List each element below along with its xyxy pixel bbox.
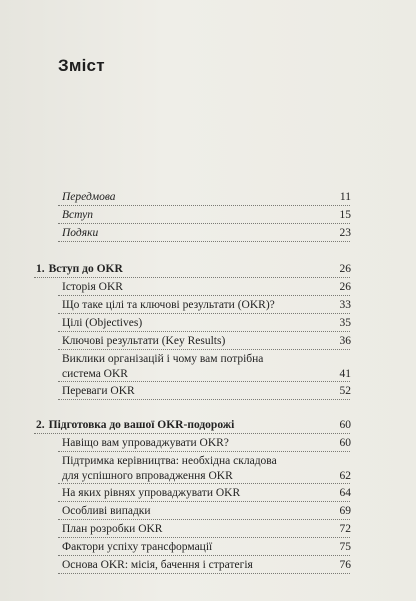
- dotted-rule: [58, 451, 350, 452]
- toc-entry-label: Цілі (Objectives): [62, 317, 143, 329]
- toc-entry-page: 41: [339, 368, 351, 380]
- toc-entry-page: 33: [339, 299, 351, 311]
- toc-section: [0, 436, 416, 454]
- dotted-rule: [58, 501, 350, 502]
- toc-entry-label: Ключові результати (Key Results): [62, 335, 226, 347]
- toc-entry-page: 36: [339, 335, 351, 347]
- dotted-rule: [58, 223, 350, 224]
- toc-entry-label: Основа OKR: місія, бачення і стратегія: [62, 559, 253, 571]
- toc-entry-page: 23: [339, 227, 351, 239]
- toc-chapter-2: [0, 418, 416, 436]
- toc-section: [0, 334, 416, 352]
- toc-entry-page: 11: [339, 191, 351, 203]
- dotted-rule: [58, 573, 350, 574]
- toc-section: [0, 522, 416, 540]
- toc-entry-label: План розробки OKR: [62, 523, 163, 535]
- toc-entry-label: На яких рівнях упроваджувати OKR: [62, 487, 241, 499]
- toc-section: [0, 454, 416, 486]
- chapter-number: 2.: [36, 419, 45, 431]
- toc-entry-page: 60: [339, 437, 351, 449]
- toc-section: [0, 316, 416, 334]
- dotted-rule: [58, 519, 350, 520]
- toc-section: [0, 504, 416, 522]
- toc-entry-page: 72: [339, 523, 351, 535]
- toc-entry-label-continued: для успішного впровадження OKR: [62, 470, 233, 482]
- toc-entry-label: Переваги OKR: [62, 385, 135, 397]
- toc-entry-label-continued: система OKR: [62, 368, 128, 380]
- toc-entry-page: 64: [339, 487, 351, 499]
- toc-section: [0, 558, 416, 576]
- dotted-rule: [58, 555, 350, 556]
- toc-entry-label: Виклики організацій і чому вам потрібна: [62, 353, 264, 365]
- toc-entry-page: 26: [339, 281, 351, 293]
- toc-entry-label: Особливі випадки: [62, 505, 151, 517]
- chapter-title: Підготовка до вашої OKR-подорожі: [48, 419, 235, 431]
- dotted-rule: [34, 277, 350, 278]
- dotted-rule: [58, 399, 350, 400]
- toc-entry-page: 60: [339, 419, 351, 431]
- chapter-heading: [36, 418, 234, 432]
- toc-section: [0, 384, 416, 402]
- toc-entry-page: 69: [339, 505, 351, 517]
- toc-entry-page: 52: [339, 385, 351, 397]
- chapter-number: 1.: [36, 263, 45, 275]
- toc-entry-label: Вступ: [62, 209, 94, 221]
- toc-entry-page: 76: [339, 559, 351, 571]
- toc-entry-label: Фактори успіху трансформації: [62, 541, 213, 553]
- page-title: Зміст: [58, 56, 105, 75]
- toc-entry-page: 26: [339, 263, 351, 275]
- toc-section: [0, 352, 416, 384]
- dotted-rule: [34, 433, 350, 434]
- toc-entry-page: 35: [339, 317, 351, 329]
- toc-entry-acknowledgements: [0, 226, 416, 244]
- dotted-rule: [58, 349, 350, 350]
- dotted-rule: [58, 313, 350, 314]
- toc-entry-label: Підтримка керівництва: необхідна складова: [62, 455, 277, 467]
- toc-entry-introduction: [0, 208, 416, 226]
- toc-entry-label: Історія OKR: [62, 281, 123, 293]
- dotted-rule: [58, 241, 350, 242]
- toc-chapter-1: [0, 262, 416, 280]
- toc-entry-page: 15: [339, 209, 351, 221]
- toc-entry-label: Передмова: [62, 191, 116, 203]
- dotted-rule: [58, 483, 350, 484]
- dotted-rule: [58, 381, 350, 382]
- toc-section: [0, 298, 416, 316]
- toc-entry-label: Навіщо вам упроваджувати OKR?: [62, 437, 229, 449]
- chapter-title: Вступ до OKR: [48, 263, 123, 275]
- toc-entry-label: Що таке цілі та ключові результати (OKR)?: [62, 299, 275, 311]
- toc-entry-foreword: [0, 190, 416, 208]
- dotted-rule: [58, 295, 350, 296]
- dotted-rule: [58, 205, 350, 206]
- toc-entry-page: 75: [339, 541, 351, 553]
- dotted-rule: [58, 537, 350, 538]
- toc-entry-label: Подяки: [62, 227, 99, 239]
- toc-section: [0, 486, 416, 504]
- toc-section: [0, 280, 416, 298]
- toc-entry-page: 62: [339, 470, 351, 482]
- chapter-heading: [36, 262, 123, 276]
- toc-section: [0, 540, 416, 558]
- dotted-rule: [58, 331, 350, 332]
